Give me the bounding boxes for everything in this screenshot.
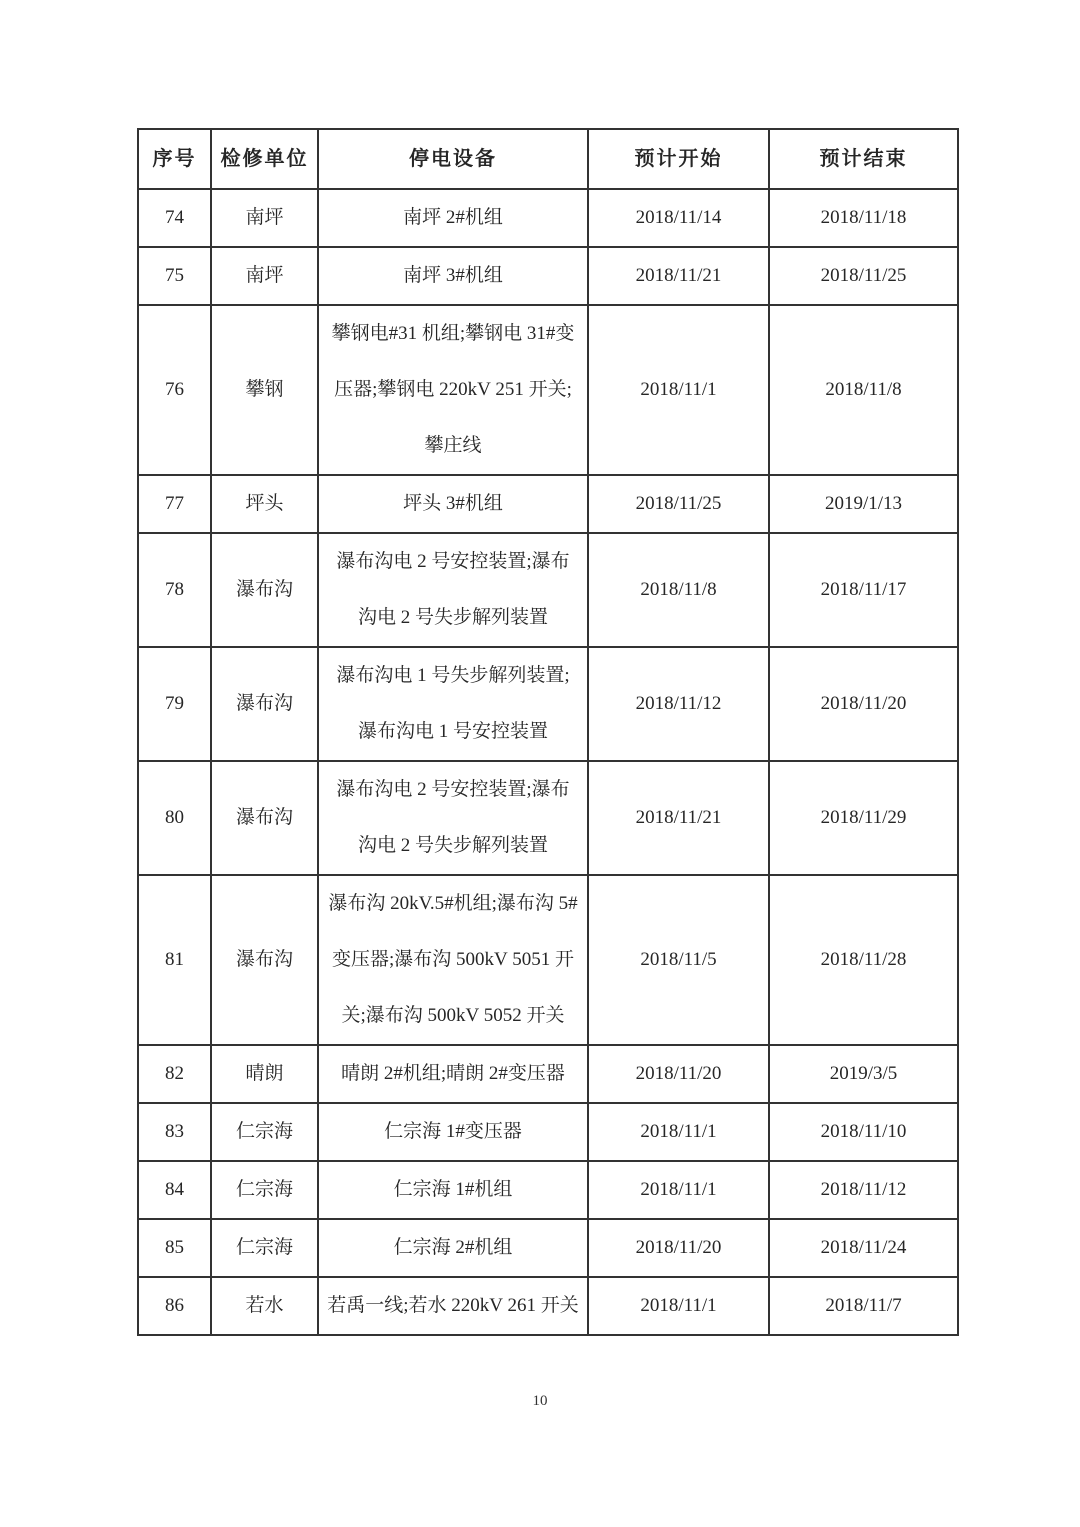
cell-no: 74 <box>138 189 211 247</box>
cell-unit: 仁宗海 <box>211 1161 318 1219</box>
cell-end: 2018/11/7 <box>769 1277 958 1335</box>
cell-equipment: 晴朗 2#机组;晴朗 2#变压器 <box>318 1045 588 1103</box>
cell-unit: 若水 <box>211 1277 318 1335</box>
cell-end: 2019/3/5 <box>769 1045 958 1103</box>
table-row <box>138 305 958 475</box>
cell-end: 2018/11/12 <box>769 1161 958 1219</box>
table-header <box>138 129 958 189</box>
outage-schedule-table <box>137 128 959 1336</box>
cell-no: 77 <box>138 475 211 533</box>
cell-start: 2018/11/1 <box>588 1277 769 1335</box>
cell-equipment: 瀑布沟 20kV.5#机组;瀑布沟 5#变压器;瀑布沟 500kV 5051 开关;瀑布沟 500kV 5052 开关 <box>318 875 588 1045</box>
cell-end: 2018/11/25 <box>769 247 958 305</box>
cell-unit: 瀑布沟 <box>211 647 318 761</box>
column-header-equipment: 停电设备 <box>318 129 588 189</box>
cell-end: 2019/1/13 <box>769 475 958 533</box>
table-row <box>138 533 958 647</box>
column-header-end: 预计结束 <box>769 129 958 189</box>
cell-start: 2018/11/5 <box>588 875 769 1045</box>
cell-unit: 晴朗 <box>211 1045 318 1103</box>
cell-unit: 瀑布沟 <box>211 533 318 647</box>
cell-equipment: 仁宗海 2#机组 <box>318 1219 588 1277</box>
cell-equipment: 瀑布沟电 2 号安控装置;瀑布沟电 2 号失步解列装置 <box>318 761 588 875</box>
table-row <box>138 247 958 305</box>
table-row <box>138 761 958 875</box>
cell-no: 79 <box>138 647 211 761</box>
cell-no: 83 <box>138 1103 211 1161</box>
cell-equipment: 瀑布沟电 2 号安控装置;瀑布沟电 2 号失步解列装置 <box>318 533 588 647</box>
table-row <box>138 1161 958 1219</box>
cell-start: 2018/11/12 <box>588 647 769 761</box>
cell-equipment: 仁宗海 1#机组 <box>318 1161 588 1219</box>
cell-equipment: 若禹一线;若水 220kV 261 开关 <box>318 1277 588 1335</box>
table-row <box>138 1103 958 1161</box>
cell-no: 86 <box>138 1277 211 1335</box>
cell-no: 78 <box>138 533 211 647</box>
table-row <box>138 647 958 761</box>
cell-start: 2018/11/20 <box>588 1045 769 1103</box>
column-header-start: 预计开始 <box>588 129 769 189</box>
cell-equipment: 坪头 3#机组 <box>318 475 588 533</box>
cell-equipment: 仁宗海 1#变压器 <box>318 1103 588 1161</box>
cell-start: 2018/11/1 <box>588 1161 769 1219</box>
cell-no: 82 <box>138 1045 211 1103</box>
cell-unit: 南坪 <box>211 189 318 247</box>
cell-end: 2018/11/10 <box>769 1103 958 1161</box>
table-row <box>138 875 958 1045</box>
cell-end: 2018/11/17 <box>769 533 958 647</box>
cell-no: 76 <box>138 305 211 475</box>
cell-start: 2018/11/1 <box>588 305 769 475</box>
cell-unit: 南坪 <box>211 247 318 305</box>
cell-unit: 瀑布沟 <box>211 761 318 875</box>
cell-start: 2018/11/21 <box>588 761 769 875</box>
cell-end: 2018/11/18 <box>769 189 958 247</box>
cell-no: 84 <box>138 1161 211 1219</box>
cell-unit: 坪头 <box>211 475 318 533</box>
cell-end: 2018/11/20 <box>769 647 958 761</box>
cell-no: 85 <box>138 1219 211 1277</box>
cell-unit: 仁宗海 <box>211 1103 318 1161</box>
cell-equipment: 南坪 3#机组 <box>318 247 588 305</box>
cell-start: 2018/11/8 <box>588 533 769 647</box>
cell-no: 75 <box>138 247 211 305</box>
cell-end: 2018/11/29 <box>769 761 958 875</box>
cell-equipment: 南坪 2#机组 <box>318 189 588 247</box>
cell-end: 2018/11/24 <box>769 1219 958 1277</box>
cell-no: 81 <box>138 875 211 1045</box>
cell-start: 2018/11/21 <box>588 247 769 305</box>
table-row <box>138 1045 958 1103</box>
column-header-no: 序号 <box>138 129 211 189</box>
cell-end: 2018/11/8 <box>769 305 958 475</box>
cell-unit: 仁宗海 <box>211 1219 318 1277</box>
cell-start: 2018/11/1 <box>588 1103 769 1161</box>
cell-end: 2018/11/28 <box>769 875 958 1045</box>
table-row <box>138 1219 958 1277</box>
table-row <box>138 1277 958 1335</box>
cell-start: 2018/11/14 <box>588 189 769 247</box>
cell-start: 2018/11/25 <box>588 475 769 533</box>
cell-start: 2018/11/20 <box>588 1219 769 1277</box>
cell-equipment: 瀑布沟电 1 号失步解列装置;瀑布沟电 1 号安控装置 <box>318 647 588 761</box>
table-row <box>138 189 958 247</box>
table-body <box>138 189 958 1335</box>
page-number: 10 <box>532 1393 548 1409</box>
table-row <box>138 475 958 533</box>
column-header-unit: 检修单位 <box>211 129 318 189</box>
cell-no: 80 <box>138 761 211 875</box>
cell-unit: 攀钢 <box>211 305 318 475</box>
cell-unit: 瀑布沟 <box>211 875 318 1045</box>
table-header-row <box>138 129 958 189</box>
cell-equipment: 攀钢电#31 机组;攀钢电 31#变压器;攀钢电 220kV 251 开关;攀庄线 <box>318 305 588 475</box>
